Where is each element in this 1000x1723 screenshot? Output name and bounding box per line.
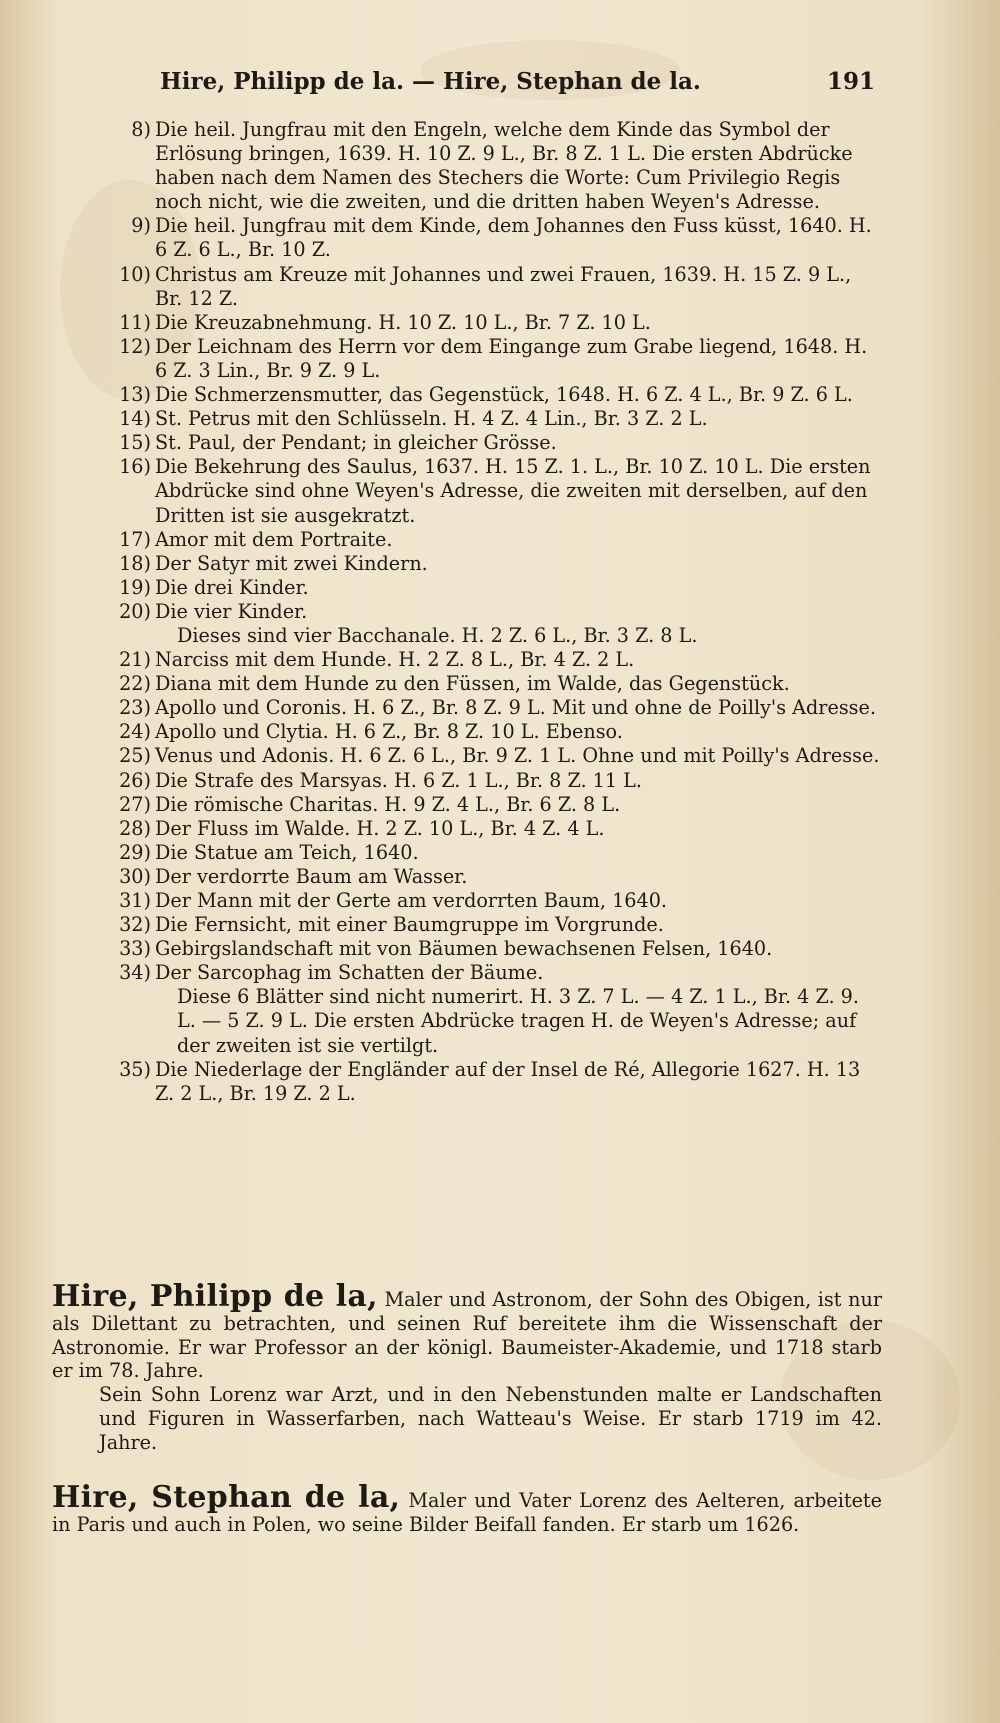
entry-text: Der Mann mit der Gerte am verdorrten Baum, 1640. bbox=[155, 889, 668, 912]
header-title: Hire, Philipp de la. — Hire, Stephan de la. bbox=[160, 68, 701, 95]
catalog-entry bbox=[95, 576, 880, 600]
entry-number: 14) bbox=[119, 407, 151, 431]
catalog-entry bbox=[95, 961, 880, 985]
entry-text: Amor mit dem Portraite. bbox=[155, 527, 393, 551]
catalog-entry bbox=[95, 600, 880, 624]
bio-philipp-text: Maler und Astronom, der Sohn des Obigen, ist nur als Dilettant zu betrachten, und seinen Ruf bereitete ihm die Wissenschaft der Astronomie. Er war Professor an der königl. Baumeister-Akademie, und 1718 starb er im 78. Jahre. bbox=[52, 1288, 882, 1383]
entry-text: Die vier Kinder. bbox=[155, 599, 308, 623]
entry-number: 20) bbox=[119, 599, 151, 623]
catalog-entry bbox=[95, 672, 880, 696]
entry-text: St. Petrus mit den Schlüsseln. H. 4 Z. 4 Lin., Br. 3 Z. 2 L. bbox=[155, 407, 708, 431]
entry-text: Venus und Adonis. H. 6 Z. 6 L., Br. 9 Z. 1 L. Ohne und mit Poilly's Adresse. bbox=[155, 744, 880, 768]
entry-text: Der Satyr mit zwei Kindern. bbox=[155, 551, 428, 575]
entry-number: 18) bbox=[119, 551, 151, 575]
catalog-entry bbox=[95, 769, 880, 793]
entry-number: 34) bbox=[119, 961, 151, 985]
catalog-entry bbox=[95, 383, 880, 407]
catalog-entry bbox=[95, 696, 880, 720]
catalog-entry bbox=[95, 744, 880, 768]
entry-number: 21) bbox=[119, 648, 151, 672]
entry-text: Die Fernsicht, mit einer Baumgruppe im Vorgrunde. bbox=[155, 913, 664, 937]
entry-number: 11) bbox=[119, 310, 151, 334]
entry-number: 23) bbox=[119, 696, 151, 720]
catalog-entries bbox=[95, 118, 880, 1106]
catalog-entry bbox=[95, 552, 880, 576]
catalog-entry bbox=[95, 311, 880, 335]
catalog-entry bbox=[95, 407, 880, 431]
entry-text: Apollo und Clytia. H. 6 Z., Br. 8 Z. 10 L. Ebenso. bbox=[155, 720, 623, 744]
entry-number: 24) bbox=[119, 720, 151, 744]
catalog-entry bbox=[95, 889, 880, 913]
catalog-entry bbox=[95, 431, 880, 455]
entry-text: Die Kreuzabnehmung. H. 10 Z. 10 L., Br. 7 Z. 10 L. bbox=[155, 310, 651, 334]
entry-number: 29) bbox=[119, 840, 151, 864]
bio-stephan bbox=[52, 1480, 882, 1537]
catalog-entry bbox=[95, 335, 880, 383]
catalog-entry bbox=[95, 720, 880, 744]
entry-text: Der verdorrte Baum am Wasser. bbox=[155, 864, 468, 888]
catalog-entry bbox=[95, 263, 880, 311]
catalog-entry bbox=[95, 214, 880, 262]
catalog-entry bbox=[95, 937, 880, 961]
bio-philipp-text2: Sein Sohn Lorenz war Arzt, und in den Nebenstunden malte er Landschaften und Figuren in Wasserfarben, nach Watteau's Weise. Er starb 1719 im 42. Jahre. bbox=[99, 1383, 882, 1454]
catalog-entry bbox=[95, 841, 880, 865]
catalog-entry bbox=[95, 913, 880, 937]
entry-text: Die Niederlage der Engländer auf der Insel de Ré, Allegorie 1627. H. 13 Z. 2 L., Br. 19 Z. 2 L. bbox=[155, 1057, 861, 1105]
catalog-entry bbox=[95, 793, 880, 817]
entry-text: Die Bekehrung des Saulus, 1637. H. 15 Z. 1. L., Br. 10 Z. 10 L. Die ersten Abdrücke sind ohne Weyen's Adresse, die zweiten mit derselben, auf den Dritten ist sie ausgekratzt. bbox=[155, 455, 871, 527]
catalog-entry bbox=[95, 528, 880, 552]
catalog-note bbox=[95, 624, 880, 648]
entry-number: 12) bbox=[119, 334, 151, 358]
entry-text: Diese 6 Blätter sind nicht numerirt. H. 3 Z. 7 L. — 4 Z. 1 L., Br. 4 Z. 9. L. — 5 Z. 9 L. Die ersten Abdrücke tragen H. de Weyen's Adresse; auf der zweiten ist sie vertilgt. bbox=[177, 985, 859, 1057]
entry-text: Der Fluss im Walde. H. 2 Z. 10 L., Br. 4 Z. 4 L. bbox=[155, 816, 605, 840]
running-header bbox=[155, 68, 875, 108]
entry-number: 13) bbox=[119, 383, 151, 407]
entry-number: 15) bbox=[119, 431, 151, 455]
entry-text: Apollo und Coronis. H. 6 Z., Br. 8 Z. 9 L. Mit und ohne de Poilly's Adresse. bbox=[155, 696, 876, 720]
entry-text: St. Paul, der Pendant; in gleicher Grösse. bbox=[155, 431, 557, 455]
catalog-entry bbox=[95, 118, 880, 214]
entry-number: 32) bbox=[119, 913, 151, 937]
catalog-entry bbox=[95, 648, 880, 672]
bio-stephan-text: Maler und Vater Lorenz des Aelteren, arbeitete in Paris und auch in Polen, wo seine Bilder Beifall fanden. Er starb um 1626. bbox=[52, 1489, 882, 1536]
bio-stephan-name: Hire, Stephan de la, bbox=[52, 1480, 401, 1515]
entry-number: 22) bbox=[119, 672, 151, 696]
entry-number: 25) bbox=[119, 744, 151, 768]
entry-text: Gebirgslandschaft mit von Bäumen bewachsenen Felsen, 1640. bbox=[155, 937, 773, 961]
entry-text: Die römische Charitas. H. 9 Z. 4 L., Br. 6 Z. 8 L. bbox=[155, 792, 621, 816]
entry-text: Christus am Kreuze mit Johannes und zwei Frauen, 1639. H. 15 Z. 9 L., Br. 12 Z. bbox=[155, 262, 852, 310]
entry-number: 9) bbox=[131, 214, 151, 238]
entry-number: 10) bbox=[119, 262, 151, 286]
entry-text: Die Schmerzensmutter, das Gegenstück, 1648. H. 6 Z. 4 L., Br. 9 Z. 6 L. bbox=[155, 383, 853, 407]
entry-number: 30) bbox=[119, 864, 151, 888]
entry-text: Narciss mit dem Hunde. H. 2 Z. 8 L., Br. 4 Z. 2 L. bbox=[155, 648, 635, 672]
catalog-entry bbox=[95, 817, 880, 841]
catalog-entry bbox=[95, 1058, 880, 1106]
entry-text: Der Leichnam des Herrn vor dem Eingange zum Grabe liegend, 1648. H. 6 Z. 3 Lin., Br. 9 Z. 9 L. bbox=[155, 334, 868, 382]
catalog-entry bbox=[95, 865, 880, 889]
entry-number: 8) bbox=[131, 118, 151, 141]
entry-number: 17) bbox=[119, 527, 151, 551]
entry-number: 16) bbox=[119, 455, 151, 479]
entry-text: Die heil. Jungfrau mit dem Kinde, dem Johannes den Fuss küsst, 1640. H. 6 Z. 6 L., Br. 10 Z. bbox=[155, 214, 872, 262]
bio-philipp bbox=[52, 1279, 882, 1455]
entry-text: Die heil. Jungfrau mit den Engeln, welche dem Kinde das Symbol der Erlösung bringen, 1639. H. 10 Z. 9 L., Br. 8 Z. 1 L. Die ersten Abdrücke haben nach dem Namen des Stechers die Worte: Cum Privilegio Regis noch nicht, wie die zweiten, und die dritten haben Weyen's Adresse. bbox=[155, 118, 853, 214]
entry-text: Die drei Kinder. bbox=[155, 575, 309, 599]
entry-text: Dieses sind vier Bacchanale. H. 2 Z. 6 L., Br. 3 Z. 8 L. bbox=[177, 623, 698, 647]
entry-number: 35) bbox=[119, 1057, 151, 1081]
entry-number: 31) bbox=[119, 889, 151, 912]
entry-number: 33) bbox=[119, 937, 151, 961]
catalog-note bbox=[95, 985, 880, 1057]
entry-text: Diana mit dem Hunde zu den Füssen, im Walde, das Gegenstück. bbox=[155, 672, 790, 696]
entry-number: 28) bbox=[119, 816, 151, 840]
entry-number: 27) bbox=[119, 792, 151, 816]
catalog-entry bbox=[95, 455, 880, 527]
entry-text: Der Sarcophag im Schatten der Bäume. bbox=[155, 961, 544, 985]
entry-number: 26) bbox=[119, 768, 151, 792]
entry-text: Die Strafe des Marsyas. H. 6 Z. 1 L., Br. 8 Z. 11 L. bbox=[155, 768, 643, 792]
page-number: 191 bbox=[826, 68, 875, 95]
bio-philipp-name: Hire, Philipp de la, bbox=[52, 1279, 378, 1314]
entry-number: 19) bbox=[119, 575, 151, 599]
entry-text: Die Statue am Teich, 1640. bbox=[155, 840, 419, 864]
